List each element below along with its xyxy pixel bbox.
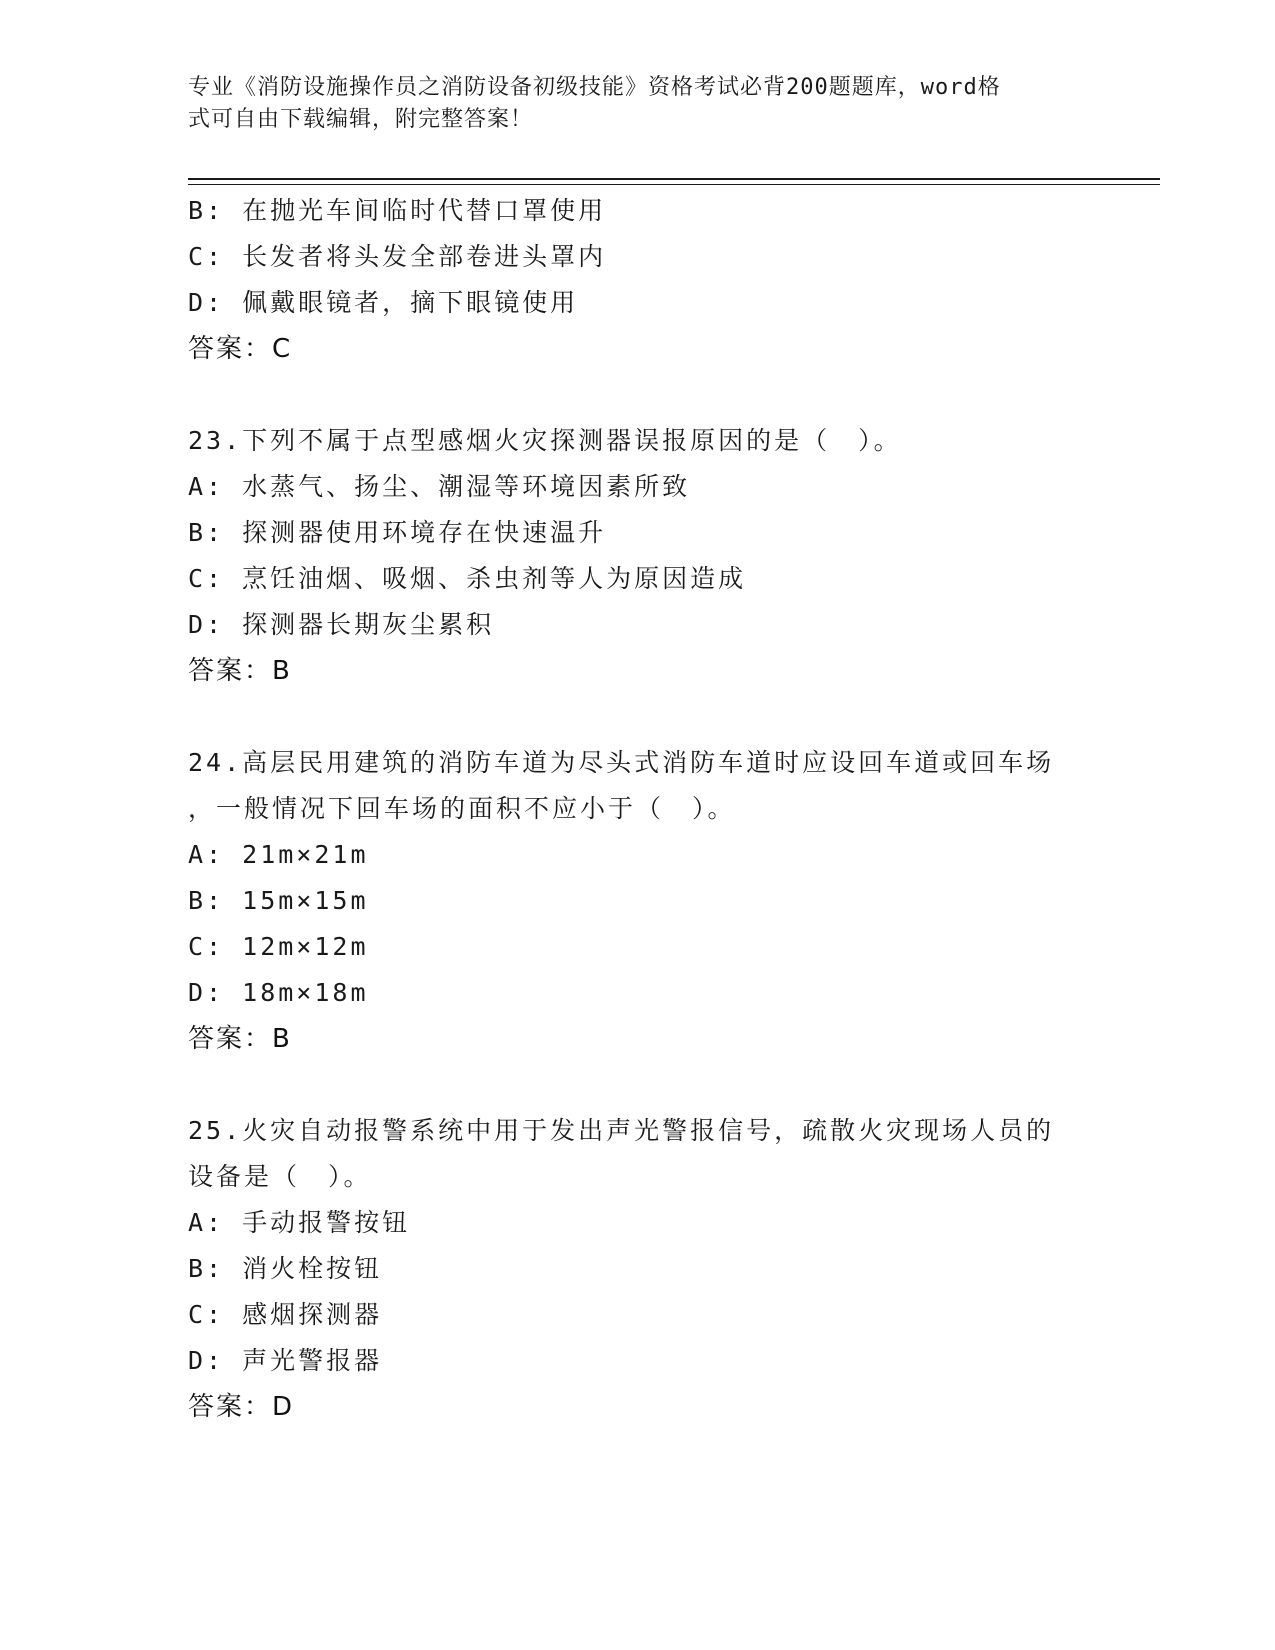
option-c: C: 感烟探测器 (188, 1300, 383, 1329)
option-b: B: 消火栓按钮 (188, 1254, 383, 1283)
question-22-continuation (188, 188, 1088, 372)
question-stem: 23.下列不属于点型感烟火灾探测器误报原因的是（ ）。 (188, 426, 902, 455)
option-a: A: 水蒸气、扬尘、潮湿等环境因素所致 (188, 472, 691, 501)
option-d: D: 声光警报器 (188, 1346, 383, 1375)
header-divider-thick (188, 178, 1160, 180)
answer-line: 答案：B (188, 656, 292, 686)
question-24 (188, 740, 1088, 1062)
option-a: A: 21m×21m (188, 840, 369, 869)
option-d: D: 佩戴眼镜者，摘下眼镜使用 (188, 288, 579, 317)
option-d: D: 探测器长期灰尘累积 (188, 610, 495, 639)
question-stem: 25.火灾自动报警系统中用于发出声光警报信号，疏散火灾现场人员的 (188, 1116, 1055, 1145)
option-c: C: 烹饪油烟、吸烟、杀虫剂等人为原因造成 (188, 564, 747, 593)
header-divider-thin (188, 184, 1160, 185)
option-b: B: 探测器使用环境存在快速温升 (188, 518, 607, 547)
spacer (188, 372, 1088, 418)
question-stem: 24.高层民用建筑的消防车道为尽头式消防车道时应设回车道或回车场 (188, 748, 1055, 777)
question-25 (188, 1108, 1088, 1430)
option-c: C: 12m×12m (188, 932, 369, 961)
question-23 (188, 418, 1088, 694)
option-b: B: 15m×15m (188, 886, 369, 915)
answer-line: 答案：D (188, 1392, 295, 1422)
option-b: B: 在抛光车间临时代替口罩使用 (188, 196, 607, 225)
question-list (188, 188, 1088, 1430)
question-stem-continued: 设备是（ ）。 (188, 1162, 372, 1191)
spacer (188, 694, 1088, 740)
option-c: C: 长发者将头发全部卷进头罩内 (188, 242, 607, 271)
answer-line: 答案：B (188, 1024, 292, 1054)
spacer (188, 1062, 1088, 1108)
question-stem-continued: ，一般情况下回车场的面积不应小于（ ）。 (188, 794, 736, 823)
answer-line: 答案：C (188, 334, 293, 364)
header-line-2: 式可自由下载编辑，附完整答案！ (188, 107, 534, 132)
header-line-1: 专业《消防设施操作员之消防设备初级技能》资格考试必背200题题库，word格 (188, 75, 1001, 100)
option-a: A: 手动报警按钮 (188, 1208, 411, 1237)
option-d: D: 18m×18m (188, 978, 369, 1007)
document-header (188, 72, 1068, 136)
